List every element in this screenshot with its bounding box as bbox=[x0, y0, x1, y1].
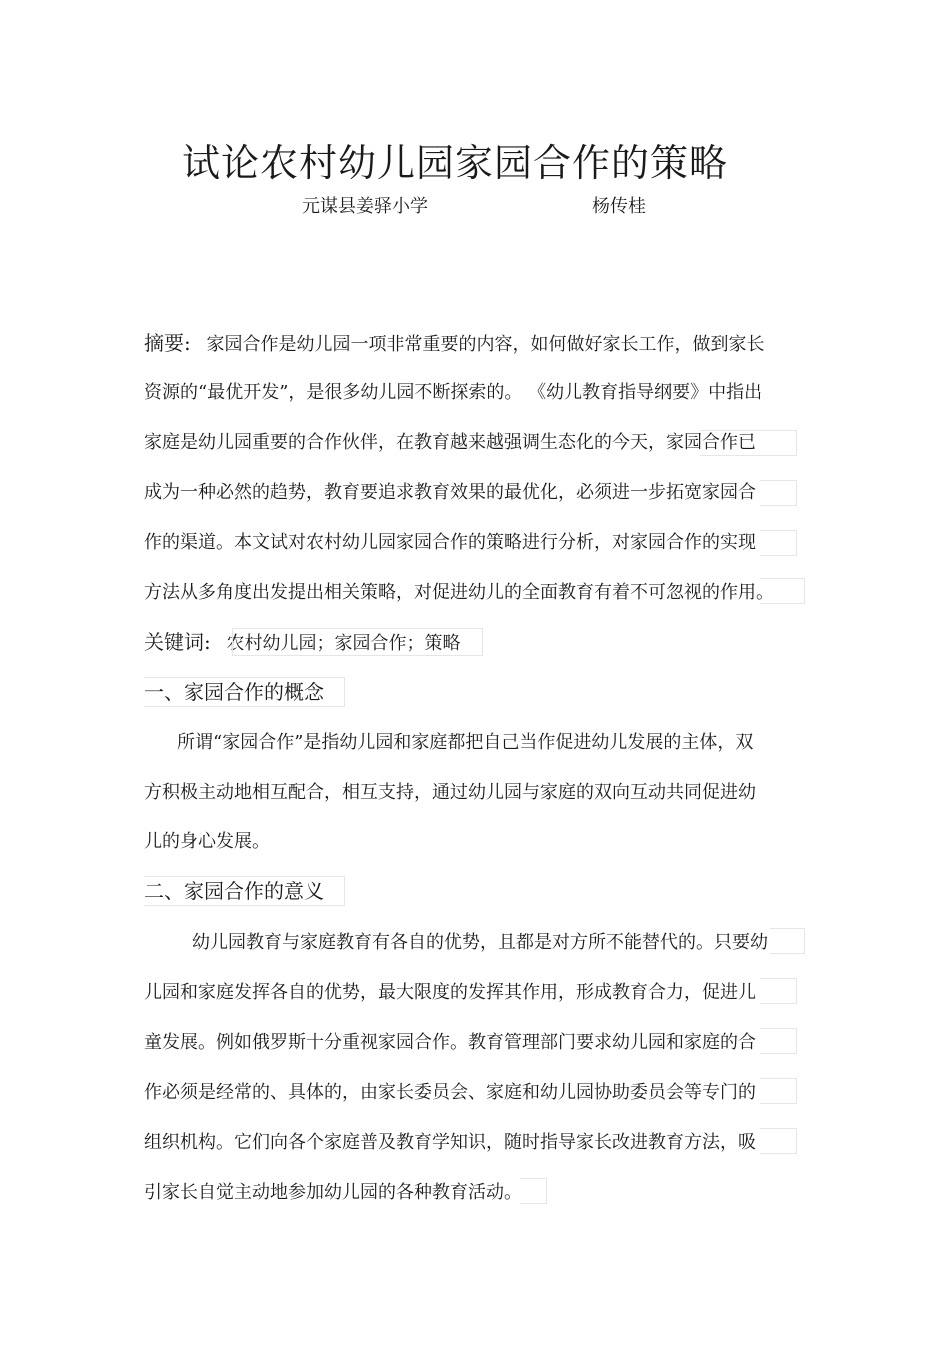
scan-box-edge bbox=[760, 1128, 797, 1154]
abstract-line-3: 家庭是幼儿园重要的合作伙伴，在教育越来越强调生态化的今天，家园合作已 bbox=[144, 432, 756, 453]
scan-box-edge bbox=[760, 1078, 797, 1104]
abstract-line-2: 资源的“最优开发”，是很多幼儿园不断探索的。 《幼儿教育指导纲要》中指出 bbox=[144, 382, 763, 403]
scan-box-edge bbox=[770, 928, 805, 954]
section-1-line-3: 儿的身心发展。 bbox=[144, 831, 270, 852]
abstract-label: 摘要: bbox=[144, 331, 191, 355]
abstract-line-1 bbox=[144, 330, 764, 358]
scan-box-edge bbox=[520, 1178, 547, 1204]
section-1-line-1: 所谓“家园合作”是指幼儿园和家庭都把自己当作促进幼儿发展的主体，双 bbox=[177, 732, 754, 753]
section-2-line-6: 引家长自觉主动地参加幼儿园的各种教育活动。 bbox=[144, 1182, 522, 1203]
abstract-line-5: 作的渠道。本文试对农村幼儿园家园合作的策略进行分析，对家园合作的实现 bbox=[144, 532, 756, 553]
scan-box-edge bbox=[760, 1028, 797, 1054]
scan-box-edge bbox=[760, 480, 797, 506]
author-name: 杨传桂 bbox=[592, 196, 646, 217]
abstract-text: 家园合作是幼儿园一项非常重要的内容，如何做好家长工作，做到家长 bbox=[206, 334, 765, 355]
section-2-line-4: 作必须是经常的、具体的，由家长委员会、家庭和幼儿园协助委员会等专门的 bbox=[144, 1082, 756, 1103]
author-school: 元谋县姜驿小学 bbox=[302, 196, 428, 217]
section-2-line-1: 幼儿园教育与家庭教育有各自的优势，且都是对方所不能替代的。只要幼 bbox=[192, 932, 768, 953]
section-1-heading: 一、家园合作的概念 bbox=[144, 680, 324, 704]
section-2-line-3: 童发展。例如俄罗斯十分重视家园合作。教育管理部门要求幼儿园和家庭的合 bbox=[144, 1032, 756, 1053]
scan-box-edge bbox=[760, 530, 797, 556]
section-1-line-2: 方积极主动地相互配合，相互支持，通过幼儿园与家庭的双向互动共同促进幼 bbox=[144, 782, 756, 803]
keywords-label: 关键词: bbox=[144, 630, 211, 654]
document-title: 试论农村幼儿园家园合作的策略 bbox=[181, 141, 728, 185]
section-2-line-2: 儿园和家庭发挥各自的优势，最大限度的发挥其作用，形成教育合力，促进儿 bbox=[144, 982, 756, 1003]
keywords-text: 农村幼儿园；家园合作；策略 bbox=[226, 633, 461, 654]
abstract-line-4: 成为一种必然的趋势，教育要追求教育效果的最优化，必须进一步拓宽家园合 bbox=[144, 482, 756, 503]
scan-box-edge bbox=[760, 978, 797, 1004]
section-2-heading: 二、家园合作的意义 bbox=[144, 879, 324, 903]
keywords-row bbox=[144, 629, 460, 657]
section-2-line-5: 组织机构。它们向各个家庭普及教育学知识，随时指导家长改进教育方法，吸 bbox=[144, 1132, 756, 1153]
abstract-line-6: 方法从多角度出发提出相关策略，对促进幼儿的全面教育有着不可忽视的作用。 bbox=[144, 582, 774, 603]
